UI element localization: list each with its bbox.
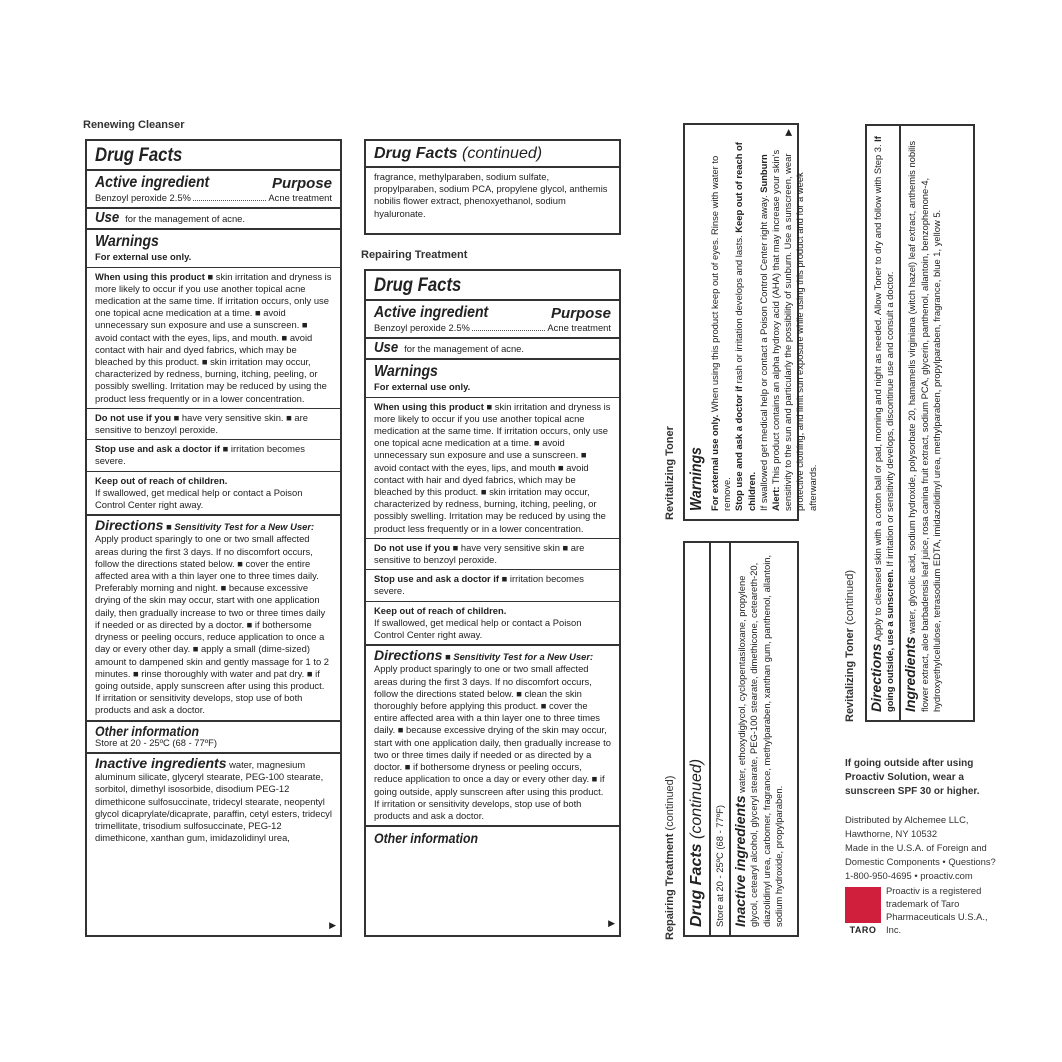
when-using-text: ■ skin irritation and dryness is more likely to occur if you use another topical acne medication at the same time. If irritation occurs, only use one topical acne medication at a time. ■ avoid unnecessary sun exposure and use a sunscreen. ■ avoid contact with the eyes, lips, and mouth ■ avoid contact with hair and dyed fabrics, which may be bleached by this product. ■ skin irritation may occur, characterized by redness, burning, itching, peeling, or possibly swelling. Irritation may be reduced by using the product less frequently or in a lower concentration. <box>374 400 611 534</box>
use-text: for the management of acne. <box>125 213 246 225</box>
stop-use-text: ■ irritation becomes severe. <box>95 443 305 467</box>
sunscreen-note: If going outside, use a sunscreen. <box>872 136 896 712</box>
inactive-heading: Inactive ingredients <box>95 754 227 771</box>
active-ingredient-heading: Active ingredient <box>95 174 210 191</box>
drug-facts-title: Drug Facts <box>374 275 462 296</box>
do-not-use-text: ■ have very sensitive skin ■ are sensitive to benzoyl peroxide. <box>374 541 585 566</box>
when-using-heading: When using this product <box>95 270 205 282</box>
stop-use-text: ■ irritation becomes severe. <box>374 573 584 597</box>
drug-facts-panel-cleanser <box>85 139 342 937</box>
sensitivity-test: ■ Sensitivity Test for a New User: <box>445 651 594 663</box>
ingredients-text: water, glycolic acid, sodium hydroxide, polysorbate 20, hamamelis virginiana (witch hazel) leaf extract, anthemis nobilis flower extract, aloe barbadensis leaf juice, rosa canina fruit extract, sodium PCA, glycerin, panthenol, allantoin, benzophenone-4, hydroxyethylcellulose, tetrasodium EDTA, imidazolidinyl urea, methylparaben, propylparaben, fragrance, blue 1, yellow 5. <box>906 140 942 712</box>
inactive-text: water, ethoxydiglycol, cyclopentasiloxane, propylene glycol, cetearyl alcohol, glyceryl stearate, PEG-100 stearate, dimethicone, ceteareth-20, diazolidinyl urea, carbomer, fragrance, methylparaben, xanthan gum, panthenol, allantoin, sodium hydroxide, propylparaben. <box>736 554 784 927</box>
when-using-heading: When using this product <box>374 400 484 412</box>
drug-facts-continued-title: Drug Facts (continued) <box>374 145 543 162</box>
sunburn-alert-text: This product contains an alpha hydroxy acid (AHA) that may increase your skin's sensitivity to the sun and particularly the possibility of sunburn. Use a sunscreen, wear protective clothing, and limit sun exposure while using this product and for a week afterwards. <box>770 149 818 511</box>
use-heading: Use <box>374 339 399 357</box>
keep-out-heading: Keep out of reach of children. <box>733 142 757 511</box>
continue-arrow-icon: ▶ <box>608 918 615 928</box>
other-info-text: Store at 20 - 25ºC (68 - 77ºF) <box>95 736 218 748</box>
directions-heading: Directions <box>374 647 443 664</box>
stop-use-heading: Stop use and ask a doctor if <box>374 573 500 585</box>
directions-text: Apply product sparingly to one or two small affected areas during the first 3 days. If no discomfort occurs, follow the directions stated below. ■ cover the entire affected area with a thin layer one to three times daily. Preferably morning and night. ■ because excessive drying of the skin may occur, start with one application daily, then gradually increase to two or three times daily if needed or as directed by a doctor. ■ if bothersome dryness or peeling occurs, reduce application to once a day or every other day. ■ apply a small (dime-sized) amount to dampened skin and gently massage for 1 to 2 minutes. ■ rinse thoroughly with water and pat dry. ■ if going outside, apply sunscreen after using this product. If irritation or sensitivity develops, stop use of both products and ask a doctor. <box>95 533 329 716</box>
inactive-text: water, magnesium aluminum silicate, glyceryl stearate, PEG-100 stearate, sorbitol, dimethyl isosorbide, disodium PEG-12 dimethicone sulfosuccinate, tridecyl stearate, neopentyl glycol dicaprylate/dicaprate, paraffin, cetyl esters, tridecyl trimellitate, trisodium sulfosuccinate, PEG-12 dimethicone, xanthan gum, imidazolidinyl urea, <box>95 758 332 844</box>
directions-text-2: If irritation or sensitivity develops, discontinue use and consult a doctor. <box>884 271 896 567</box>
warnings-heading: Warnings <box>95 233 159 251</box>
active-ingredient-heading: Active ingredient <box>374 304 489 321</box>
active-ingredient: Benzoyl peroxide 2.5% <box>374 322 470 333</box>
purpose-value: Acne treatment <box>547 322 611 333</box>
when-using-text: ■ skin irritation and dryness is more likely to occur if you use another topical acne medication at the same time. If irritation occurs, only use one topical acne medication at a time. ■ avoid unnecessary sun exposure and use a sunscreen. ■ avoid contact with the eyes, lips, and mouth. ■ avoid contact with hair and dyed fabrics, which may be bleached by this product. ■ skin irritation may occur, characterized by redness, burning, itching, peeling, or possibly swelling. Irritation may be reduced by using the product less frequently or in a lower concentration. <box>95 270 332 404</box>
section-label-repairing-continued: Repairing Treatment (continued) <box>664 775 676 940</box>
when-using-text: When using this product keep out of eyes. Rinse with water to remove. <box>709 155 733 511</box>
keep-out-text: If swallowed, get medical help or contact a Poison Control Center right away. <box>95 486 303 511</box>
drug-facts-continued-cleanser <box>364 139 621 235</box>
stop-use-text: rash or irritation develops and lasts. <box>733 235 745 384</box>
toner-warnings-panel <box>683 123 818 521</box>
sunburn-alert-heading: Sunburn Alert: <box>757 154 782 511</box>
other-info-heading: Other information <box>374 830 479 847</box>
do-not-use-heading: Do not use if you <box>374 541 451 553</box>
external-use: For external use only. <box>95 251 192 263</box>
do-not-use-heading: Do not use if you <box>95 411 172 423</box>
taro-logo-icon <box>845 887 881 923</box>
drug-facts-panel-repairing <box>364 269 621 937</box>
toner-continued-panel <box>865 124 975 722</box>
continue-arrow-icon: ▶ <box>329 920 336 930</box>
ingredients-heading: Ingredients <box>902 636 919 712</box>
store-text: Store at 20 - 25ºC (68 - 77ºF) <box>709 543 729 935</box>
purpose-heading: Purpose <box>271 175 332 192</box>
warnings-heading: Warnings <box>688 447 705 511</box>
drug-facts-continued-title: Drug Facts (continued) <box>688 758 705 927</box>
keep-out-heading: Keep out of reach of children. <box>95 474 228 486</box>
purpose-value: Acne treatment <box>268 192 332 203</box>
continued-ingredients: fragrance, methylparaben, sodium sulfate, propylparaben, sodium PCA, propylene glycol, anthemis nobilis flower extract, phenoxyethanol, sodium hyaluronate. <box>366 166 619 223</box>
drug-facts-title: Drug Facts <box>95 145 183 166</box>
keep-out-heading: Keep out of reach of children. <box>374 604 507 616</box>
use-heading: Use <box>95 209 120 227</box>
drug-facts-continued-repairing <box>683 541 799 937</box>
directions-text: Apply to cleansed skin with a cotton ball or pad, morning and night as needed. Allow Toner to dry and follow with Step 3. <box>872 144 883 642</box>
active-ingredient: Benzoyl peroxide 2.5% <box>95 192 191 203</box>
distributor-info: Distributed by Alchemee LLC, Hawthorne, NY 10532 Made in the U.S.A. of Foreign and Domestic Components • Questions? 1-800-950-4695 • proactiv.com <box>845 814 996 881</box>
keep-out-text: If swallowed, get medical help or contact a Poison Control Center right away. <box>374 616 582 641</box>
inactive-heading: Inactive ingredients <box>732 795 749 927</box>
use-text: for the management of acne. <box>404 343 525 355</box>
sensitivity-test: ■ Sensitivity Test for a New User: <box>166 521 315 533</box>
stop-use-heading: Stop use and ask a doctor if <box>733 385 745 511</box>
swallowed-text: If swallowed get medical help or contact a Poison Control Center right away. <box>757 195 769 511</box>
taro-logo-text: TARO <box>849 925 877 935</box>
other-info-heading: Other information <box>95 722 200 739</box>
section-label-toner-continued: Revitalizing Toner (continued) <box>844 569 856 722</box>
trademark-text: Proactiv is a registered trademark of Taro Pharmaceuticals U.S.A., Inc. <box>886 885 988 935</box>
directions-heading: Directions <box>95 517 164 534</box>
continue-arrow-icon: ▶ <box>783 129 793 136</box>
external-use: For external use only. <box>374 381 471 393</box>
directions-text: Apply product sparingly to one or two small affected areas during the first 3 days. If no discomfort occurs, follow the directions stated below. ■ clean the skin thoroughly before applying this product. ■ cover the entire affected area with a thin layer one to three times daily. ■ because excessive drying of the skin may occur, start with one application daily, then gradually increase to two or three times daily if needed or as directed by a doctor. ■ if bothersome dryness or peeling occurs, reduce application to once a day or every other day. ■ if going outside, apply sunscreen after using this product. If irritation or sensitivity develops, stop use of both products and ask a doctor. <box>374 663 611 821</box>
sunscreen-advisory: If going outside after using Proactiv Solution, wear a sunscreen SPF 30 or higher. <box>845 758 980 797</box>
section-label-renewing-cleanser: Renewing Cleanser <box>83 119 185 131</box>
section-label-revitalizing-toner: Revitalizing Toner <box>664 426 676 520</box>
section-label-repairing-treatment: Repairing Treatment <box>361 249 468 261</box>
do-not-use-text: ■ have very sensitive skin. ■ are sensitive to benzoyl peroxide. <box>95 411 308 436</box>
warnings-heading: Warnings <box>374 363 438 381</box>
external-use: For external use only. <box>709 414 720 511</box>
directions-heading: Directions <box>868 643 884 712</box>
stop-use-heading: Stop use and ask a doctor if <box>95 443 221 455</box>
purpose-heading: Purpose <box>550 305 611 322</box>
